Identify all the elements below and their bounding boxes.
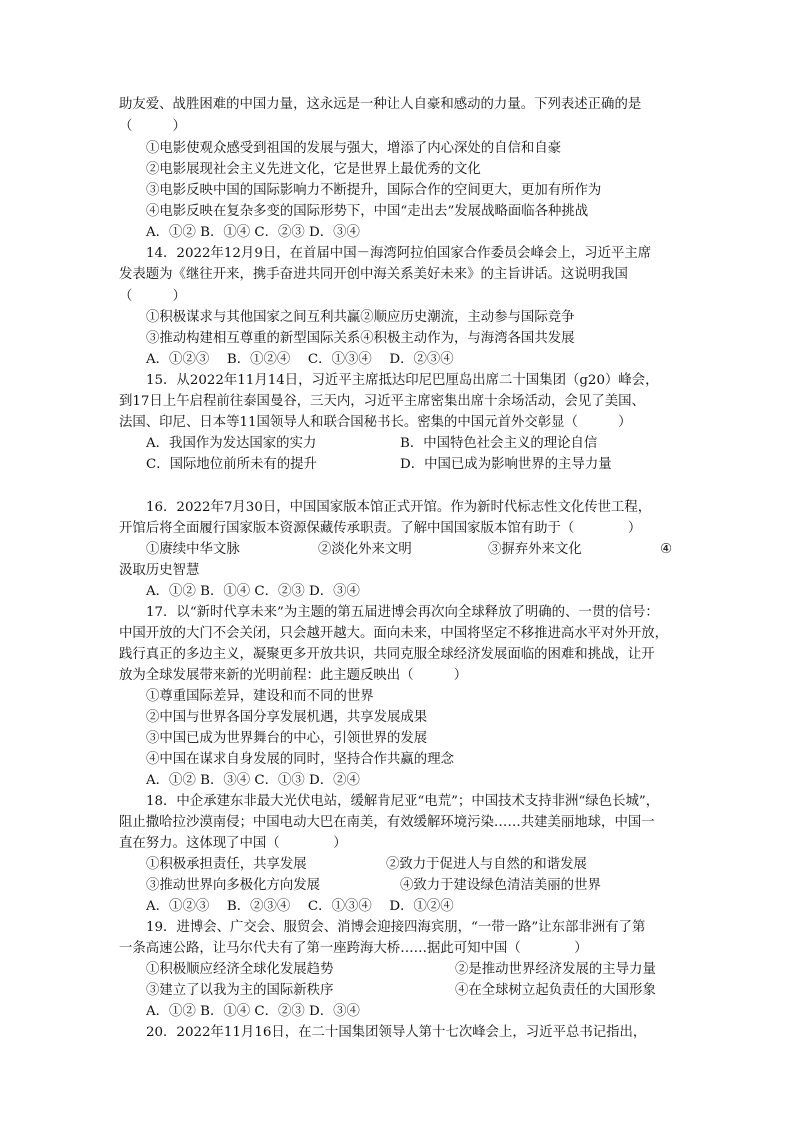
option-left: ③推动世界向多极化方向发展 [146, 878, 321, 893]
text-line: ③电影反映中国的国际影响力不断提升，国际合作的空间更大，更加有所作为 [146, 183, 602, 198]
text-line: 17．以“新时代享未来”为主题的第五届进博会再次向全球释放了明确的、一贯的信号： [146, 605, 659, 620]
text-line: 18．中企承建东非最大光伏电站，缓解肯尼亚“电荒”；中国技术支持非洲“绿色长城”， [146, 794, 660, 809]
option-right: ②是推动世界经济发展的主导力量 [455, 962, 656, 977]
text-line: 阻止撒哈拉沙漠南侵；中国电动大巴在南美，有效缓解环境污染……共建美丽地球，中国一 [119, 815, 655, 830]
option-left: ①积极承担责任，共享发展 [146, 857, 307, 872]
text-line: 19．进博会、广交会、服贸会、消博会迎接四海宾朋，“一带一路”让东部非洲有了第 [146, 920, 646, 935]
text-line: 16．2022年7月30日，中国国家版本馆正式开馆。作为新时代标志性文化传世工程， [146, 500, 652, 515]
option-right: ④致力于建设绿色清洁美丽的世界 [400, 878, 601, 893]
option-right: ②致力于促进人与自然的和谐发展 [386, 857, 587, 872]
option-right: ④在全球树立起负责任的大国形象 [455, 983, 656, 998]
text-line: A．①② B．③④ C．①③ D．②④ [146, 773, 360, 788]
text-line: A．①②③ B．①②④ C．①③④ D．②③④ [146, 352, 454, 367]
text-line: ③推动构建相互尊重的新型国际关系④积极主动作为，与海湾各国共发展 [146, 331, 575, 346]
text-line: ④电影反映在复杂多变的国际形势下，中国“走出去”发展战略面临各种挑战 [146, 204, 589, 219]
text-line: 助友爱、战胜困难的中国力量，这永远是一种让人自豪和感动的力量。下列表述正确的是 [119, 97, 642, 112]
text-line: 放为全球发展带来新的光明前程：此主题反映出（ ） [119, 668, 468, 683]
text-line: ①电影使观众感受到祖国的发展与强大，增添了内心深处的自信和自豪 [146, 141, 562, 156]
option-left: ①积极顺应经济全球化发展趋势 [146, 962, 334, 977]
text-line: 到17日上午启程前往泰国曼谷，三天内，习近平主席密集出席十余场活动，会见了美国、 [119, 394, 645, 409]
text-line: ④中国在谋求自身发展的同时，坚持合作共赢的理念 [146, 752, 454, 767]
text-line: 15．从2022年11月14日，习近平主席抵达印尼巴厘岛出席二十国集团（g20）峰会， [146, 373, 659, 388]
option-right: B．中国特色社会主义的理论自信 [400, 436, 598, 451]
option-right: ②淡化外来文明 [318, 542, 412, 557]
text-line: A．①② B．①④ C．②③ D．③④ [146, 1004, 360, 1019]
text-line: 汲取历史智慧 [119, 563, 200, 578]
option-left: ③建立了以我为主的国际新秩序 [146, 983, 334, 998]
text-line: 开馆后将全面履行国家版本资源保藏传承职责。了解中国国家版本馆有助于（ ） [119, 521, 642, 536]
option-left: A．我国作为发达国家的实力 [146, 436, 317, 451]
text-line: ③中国已成为世界舞台的中心，引领世界的发展 [146, 731, 428, 746]
text-line: 中国开放的大门不会关闭，只会越开越大。面向未来，中国将坚定不移推进高水平对外开放， [119, 626, 669, 641]
text-line: （ ） [119, 289, 186, 304]
text-line: A．①② B．①④ C．②③ D．③④ [146, 584, 360, 599]
text-line: 直在努力。这体现了中国（ ） [119, 836, 347, 851]
text-line: 一条高速公路，让马尔代夫有了第一座跨海大桥……据此可知中国（ ） [119, 941, 588, 956]
text-line: 践行真正的多边主义，凝聚更多开放共识，共同克服全球经济发展面临的困难和挑战，让开 [119, 647, 655, 662]
text-line: ①积极谋求与其他国家之间互利共赢②顺应历史潮流，主动参与国际竞争 [146, 310, 575, 325]
option-right: D．中国已成为影响世界的主导力量 [400, 457, 612, 472]
option-left: C．国际地位前所未有的提升 [146, 457, 317, 472]
text-line: A．①② B．①④ C．②③ D．③④ [146, 225, 360, 240]
text-line: ②中国与世界各国分享发展机遇，共享发展成果 [146, 710, 428, 725]
text-line: 20．2022年11月16日，在二十国集团领导人第十七次峰会上，习近平总书记指出， [146, 1025, 647, 1040]
text-line: 发表题为《继往开来，携手奋进共同开创中海关系美好未来》的主旨讲话。这说明我国 [119, 267, 628, 282]
text-line: （ ） [119, 119, 186, 134]
text-line: 法国、印尼、日本等11国领导人和联合国秘书长。密集的中国元首外交彰显（ ） [119, 415, 632, 430]
text-line: ②电影展现社会主义先进文化，它是世界上最优秀的文化 [146, 162, 481, 177]
text-line: ①尊重国际差异，建设和而不同的世界 [146, 689, 374, 704]
option-left: ①赓续中华文脉 [146, 542, 240, 557]
option-q16-4-marker: ④ [660, 542, 673, 557]
text-line: A．①②③ B．②③④ C．①③④ D．①②④ [146, 899, 454, 914]
text-line: 14．2022年12月9日，在首届中国－海湾阿拉伯国家合作委员会峰会上，习近平主席 [146, 246, 652, 261]
option-q16-3: ③摒弃外来文化 [488, 542, 582, 557]
